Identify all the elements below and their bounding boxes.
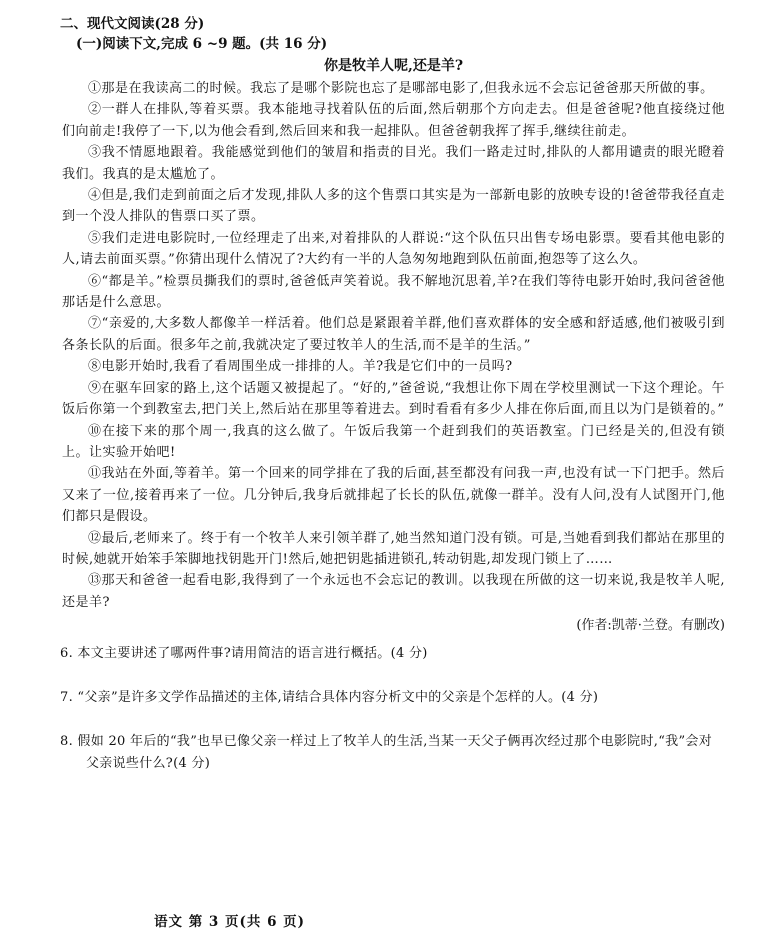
paragraph-8: ⑧电影开始时,我看了看周围坐成一排排的人。羊?我是它们中的一员吗? [88,359,513,375]
paragraph-12: ⑫最后,老师来了。终于有一个牧羊人来引领羊群了,她当然知道门没有锁。可是,当她看到我们都站在那里的时候,她就开始笨手笨脚地找钥匙开门!然后,她把钥匙插进锁孔,转动钥匙,却发现门锁上了…… [62,530,725,567]
author-note: (作者:凯蒂·兰登。有删改) [576,618,725,634]
paragraph-10: ⑩在接下来的那个周一,我真的这么做了。午饭后我第一个赶到我们的英语教室。门已经是关的,但没有锁上。让实验开始吧! [62,423,725,460]
passage-body [62,78,725,613]
paragraph-6: ⑥“都是羊。”检票员撕我们的票时,爸爸低声笑着说。我不解地沉思着,羊?在我们等待电影开始时,我问爸爸他那话是什么意思。 [62,273,725,311]
sub-heading: (一)阅读下文,完成 6 ~9 题。(共 16 分) [76,36,328,52]
paragraph-3: ③我不情愿地跟着。我能感觉到他们的皱眉和指责的目光。我们一路走过时,排队的人都用谴责的眼光瞪着我们。我真的是太尴尬了。 [62,145,725,182]
question-8: 8. 假如 20 年后的“我”也早已像父亲一样过上了牧羊人的生活,当某一天父子俩再次经过那个电影院时,“我”会对父亲说些什么?(4 分) [60,734,712,772]
page-footer: 语文 第 3 页(共 6 页) [154,914,306,930]
paragraph-1: ①那是在我读高二的时候。我忘了是哪个影院也忘了是哪部电影了,但我永远不会忘记爸爸那天所做的事。 [88,81,714,96]
paragraph-2: ②一群人在排队,等着买票。我本能地寻找着队伍的后面,然后朝那个方向走去。但是爸爸呢?他直接绕过他们向前走!我停了一下,以为他会看到,然后回来和我一起排队。但爸爸朝我挥了挥手,继续往前走。 [62,102,725,139]
paragraph-11: ⑪我站在外面,等着羊。第一个回来的同学排在了我的后面,甚至都没有问我一声,也没有试一下门把手。然后又来了一位,接着再来了一位。几分钟后,我身后就排起了长长的队伍,就像一群羊。没有人问,没有人试图开门,他们都只是假设。 [62,466,725,525]
paragraph-9: ⑨在驱车回家的路上,这个话题又被提起了。“好的,”爸爸说,“我想让你下周在学校里测试一下这个理论。午饭后你第一个到教室去,把门关上,然后站在那里等着进去。到时看看有多少人排在你后面,而且以为门是锁着的。” [62,380,725,418]
paragraph-5: ⑤我们走进电影院时,一位经理走了出来,对着排队的人群说:“这个队伍只出售专场电影票。要看其他电影的人,请去前面买票。”你猜出现什么情况了?大约有一半的人急匆匆地跑到队伍前面,抱怨等了这么久。 [62,230,725,268]
question-6: 6. 本文主要讲述了哪两件事?请用简洁的语言进行概括。(4 分) [60,646,428,662]
paragraph-4: ④但是,我们走到前面之后才发现,排队人多的这个售票口其实是为一部新电影的放映专设的!爸爸带我径直走到一个没人排队的售票口买了票。 [62,188,725,225]
paragraph-7: ⑦“亲爱的,大多数人都像羊一样活着。他们总是紧跟着羊群,他们喜欢群体的安全感和舒适感,他们被吸引到各条长队的后面。很多年之前,我就决定了要过牧羊人的生活,而不是羊的生活。” [62,316,725,353]
section-heading: 二、现代文阅读(28 分) [60,16,205,32]
paragraph-13: ⑬那天和爸爸一起看电影,我得到了一个永远也不会忘记的教训。以我现在所做的这一切来说,我是牧羊人呢,还是羊? [62,573,725,610]
question-7: 7. “父亲”是许多文学作品描述的主体,请结合具体内容分析文中的父亲是个怎样的人。(4 分) [60,690,599,706]
passage-title: 你是牧羊人呢,还是羊? [323,58,464,74]
